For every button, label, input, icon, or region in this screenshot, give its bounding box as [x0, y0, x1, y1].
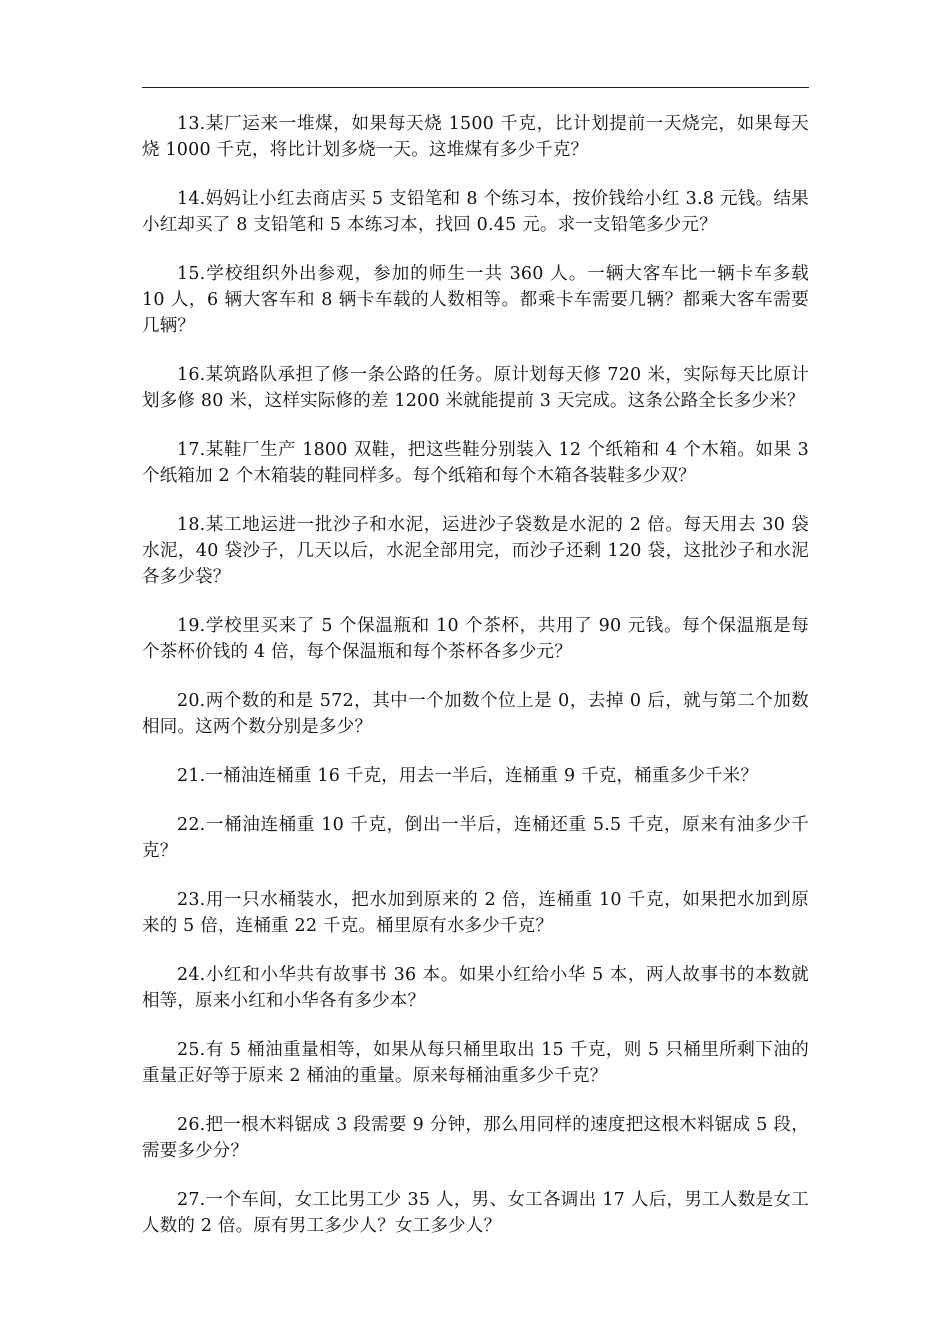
problem-15: 15.学校组织外出参观，参加的师生一共 360 人。一辆大客车比一辆卡车多载 10 人，6 辆大客车和 8 辆卡车载的人数相等。都乘卡车需要几辆？都乘大客车需要几辆？ [142, 264, 809, 336]
problem-22: 22.一桶油连桶重 10 千克，倒出一半后，连桶还重 5.5 千克，原来有油多少千克？ [142, 815, 809, 861]
problem-23: 23.用一只水桶装水，把水加到原来的 2 倍，连桶重 10 千克，如果把水加到原来的 5 倍，连桶重 22 千克。桶里原有水多少千克？ [142, 890, 809, 936]
problem-27: 27.一个车间，女工比男工少 35 人，男、女工各调出 17 人后，男工人数是女工人数的 2 倍。原有男工多少人？女工多少人？ [142, 1190, 809, 1236]
problem-24: 24.小红和小华共有故事书 36 本。如果小红给小华 5 本，两人故事书的本数就相等，原来小红和小华各有多少本？ [142, 965, 809, 1011]
header-divider [142, 87, 809, 88]
problem-25: 25.有 5 桶油重量相等，如果从每只桶里取出 15 千克，则 5 只桶里所剩下油的重量正好等于原来 2 桶油的重量。原来每桶油重多少千克？ [142, 1040, 809, 1086]
problem-17: 17.某鞋厂生产 1800 双鞋，把这些鞋分别装入 12 个纸箱和 4 个木箱。如果 3 个纸箱加 2 个木箱装的鞋同样多。每个纸箱和每个木箱各装鞋多少双？ [142, 440, 809, 486]
problem-16: 16.某筑路队承担了修一条公路的任务。原计划每天修 720 米，实际每天比原计划多修 80 米，这样实际修的差 1200 米就能提前 3 天完成。这条公路全长多少米？ [142, 365, 809, 411]
problem-26: 26.把一根木料锯成 3 段需要 9 分钟，那么用同样的速度把这根木料锯成 5 段，需要多少分？ [142, 1115, 809, 1161]
problem-list [142, 111, 809, 1262]
problem-18: 18.某工地运进一批沙子和水泥，运进沙子袋数是水泥的 2 倍。每天用去 30 袋水泥，40 袋沙子，几天以后，水泥全部用完，而沙子还剩 120 袋，这批沙子和水泥各多少袋？ [142, 515, 809, 587]
problem-21: 21.一桶油连桶重 16 千克，用去一半后，连桶重 9 千克，桶重多少千米？ [177, 766, 759, 786]
problem-13: 13.某厂运来一堆煤，如果每天烧 1500 千克，比计划提前一天烧完，如果每天烧 1000 千克，将比计划多烧一天。这堆煤有多少千克？ [142, 114, 809, 160]
problem-20: 20.两个数的和是 572，其中一个加数个位上是 0，去掉 0 后，就与第二个加数相同。这两个数分别是多少？ [142, 691, 809, 737]
problem-14: 14.妈妈让小红去商店买 5 支铅笔和 8 个练习本，按价钱给小红 3.8 元钱。结果小红却买了 8 支铅笔和 5 本练习本，找回 0.45 元。求一支铅笔多少元？ [142, 189, 809, 235]
problem-19: 19.学校里买来了 5 个保温瓶和 10 个茶杯，共用了 90 元钱。每个保温瓶是每个茶杯价钱的 4 倍，每个保温瓶和每个茶杯各多少元？ [142, 616, 809, 662]
